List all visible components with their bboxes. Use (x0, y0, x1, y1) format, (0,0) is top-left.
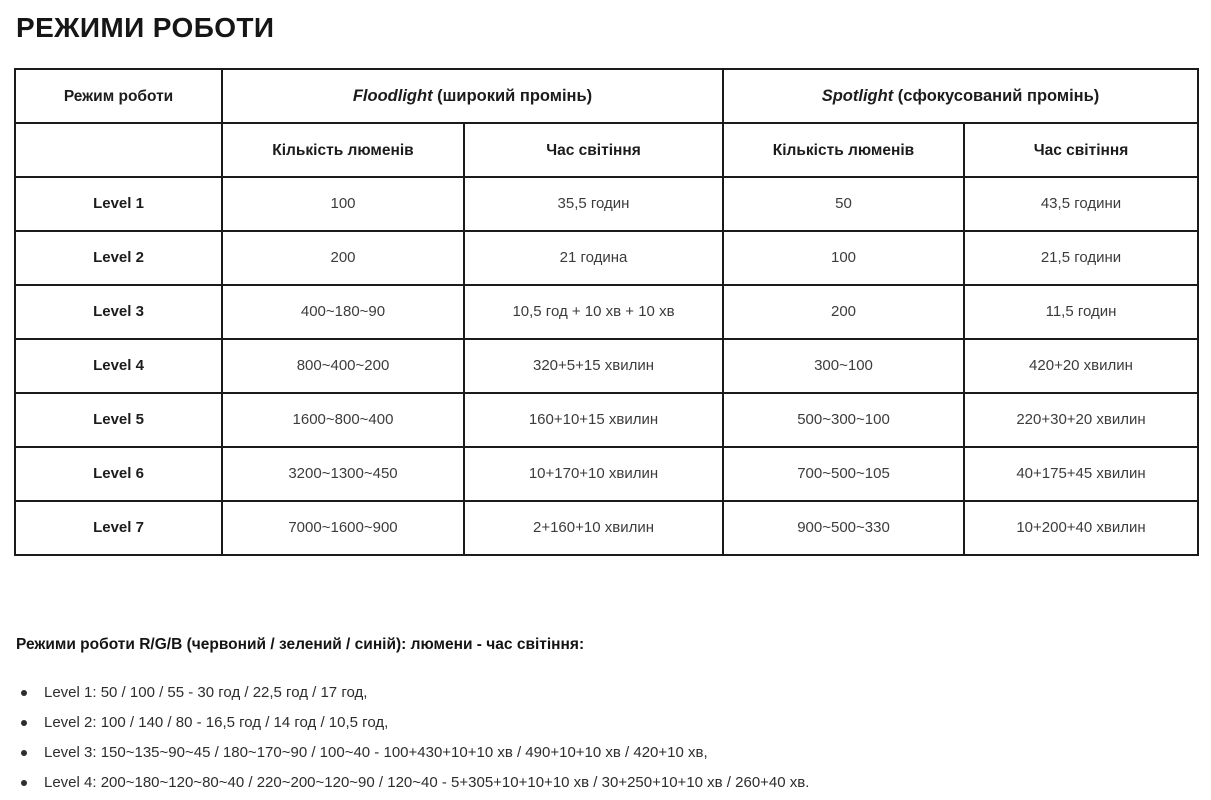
spotlight-time-value: 40+175+45 хвилин (964, 447, 1198, 501)
mode-column-header: Режим роботи (15, 69, 222, 123)
bullet-icon (21, 780, 27, 786)
page-title: РЕЖИМИ РОБОТИ (16, 12, 275, 43)
level-label: Level 7 (15, 501, 222, 555)
list-item (16, 744, 1197, 761)
floodlight-time-value: 10,5 год + 10 хв + 10 хв (464, 285, 723, 339)
list-item-text: Level 3: 150~135~90~45 / 180~170~90 / 100~40 - 100+430+10+10 хв / 490+10+10 хв / 420+10 хв, (44, 744, 708, 762)
spotlight-time-value: 10+200+40 хвилин (964, 501, 1198, 555)
rgb-modes-list (16, 684, 1197, 791)
list-item-text: Level 4: 200~180~120~80~40 / 220~200~120~90 / 120~40 - 5+305+10+10+10 хв / 30+250+10+10 хв / 260+40 хв. (44, 774, 810, 792)
spotlight-time-value: 420+20 хвилин (964, 339, 1198, 393)
floodlight-lumens-value: 400~180~90 (222, 285, 464, 339)
level-label: Level 5 (15, 393, 222, 447)
level-label: Level 4 (15, 339, 222, 393)
rgb-modes-heading: Режими роботи R/G/B (червоний / зелений / синій): люмени - час світіння: (16, 636, 585, 654)
spotlight-time-value: 43,5 години (964, 177, 1198, 231)
spotlight-lumens-value: 900~500~330 (723, 501, 964, 555)
spotlight-lumens-value: 100 (723, 231, 964, 285)
table-row-level-2 (15, 231, 1198, 285)
bullet-icon (21, 750, 27, 756)
floodlight-group-header (222, 69, 723, 123)
level-label: Level 1 (15, 177, 222, 231)
floodlight-name: Floodlight (352, 86, 433, 105)
spotlight-lumens-header: Кількість люменів (723, 123, 964, 177)
floodlight-lumens-value: 3200~1300~450 (222, 447, 464, 501)
floodlight-time-value: 160+10+15 хвилин (464, 393, 723, 447)
floodlight-lumens-value: 200 (222, 231, 464, 285)
floodlight-lumens-value: 7000~1600~900 (222, 501, 464, 555)
table-row-level-5 (15, 393, 1198, 447)
floodlight-time-value: 10+170+10 хвилин (464, 447, 723, 501)
spotlight-lumens-value: 300~100 (723, 339, 964, 393)
floodlight-time-value: 35,5 годин (464, 177, 723, 231)
bullet-icon (21, 720, 27, 726)
operating-modes-table (14, 68, 1199, 556)
table-row-level-3 (15, 285, 1198, 339)
list-item-text: Level 2: 100 / 140 / 80 - 16,5 год / 14 год / 10,5 год, (44, 714, 389, 732)
spotlight-lumens-value: 50 (723, 177, 964, 231)
table-row-level-7 (15, 501, 1198, 555)
list-item (16, 714, 1197, 731)
spotlight-time-header: Час світіння (964, 123, 1198, 177)
list-item (16, 684, 1197, 701)
floodlight-time-value: 320+5+15 хвилин (464, 339, 723, 393)
floodlight-time-header: Час світіння (464, 123, 723, 177)
list-item-text: Level 1: 50 / 100 / 55 - 30 год / 22,5 год / 17 год, (44, 684, 368, 702)
floodlight-lumens-value: 1600~800~400 (222, 393, 464, 447)
floodlight-lumens-header: Кількість люменів (222, 123, 464, 177)
spotlight-lumens-value: 700~500~105 (723, 447, 964, 501)
spotlight-time-value: 11,5 годин (964, 285, 1198, 339)
floodlight-lumens-value: 800~400~200 (222, 339, 464, 393)
table-header-row-groups (15, 69, 1198, 123)
empty-header-cell (15, 123, 222, 177)
spotlight-desc: (сфокусований промінь) (897, 86, 1100, 105)
spotlight-lumens-value: 200 (723, 285, 964, 339)
spotlight-time-value: 21,5 години (964, 231, 1198, 285)
table-row-level-6 (15, 447, 1198, 501)
floodlight-lumens-value: 100 (222, 177, 464, 231)
spotlight-time-value: 220+30+20 хвилин (964, 393, 1198, 447)
table-row-level-1 (15, 177, 1198, 231)
floodlight-time-value: 2+160+10 хвилин (464, 501, 723, 555)
list-item (16, 774, 1197, 791)
level-label: Level 3 (15, 285, 222, 339)
level-label: Level 2 (15, 231, 222, 285)
spotlight-lumens-value: 500~300~100 (723, 393, 964, 447)
spotlight-name: Spotlight (821, 86, 894, 105)
floodlight-time-value: 21 година (464, 231, 723, 285)
table-row-level-4 (15, 339, 1198, 393)
level-label: Level 6 (15, 447, 222, 501)
floodlight-desc: (широкий промінь) (437, 86, 593, 105)
spotlight-group-header (723, 69, 1198, 123)
bullet-icon (21, 690, 27, 696)
table-header-row-subcolumns (15, 123, 1198, 177)
